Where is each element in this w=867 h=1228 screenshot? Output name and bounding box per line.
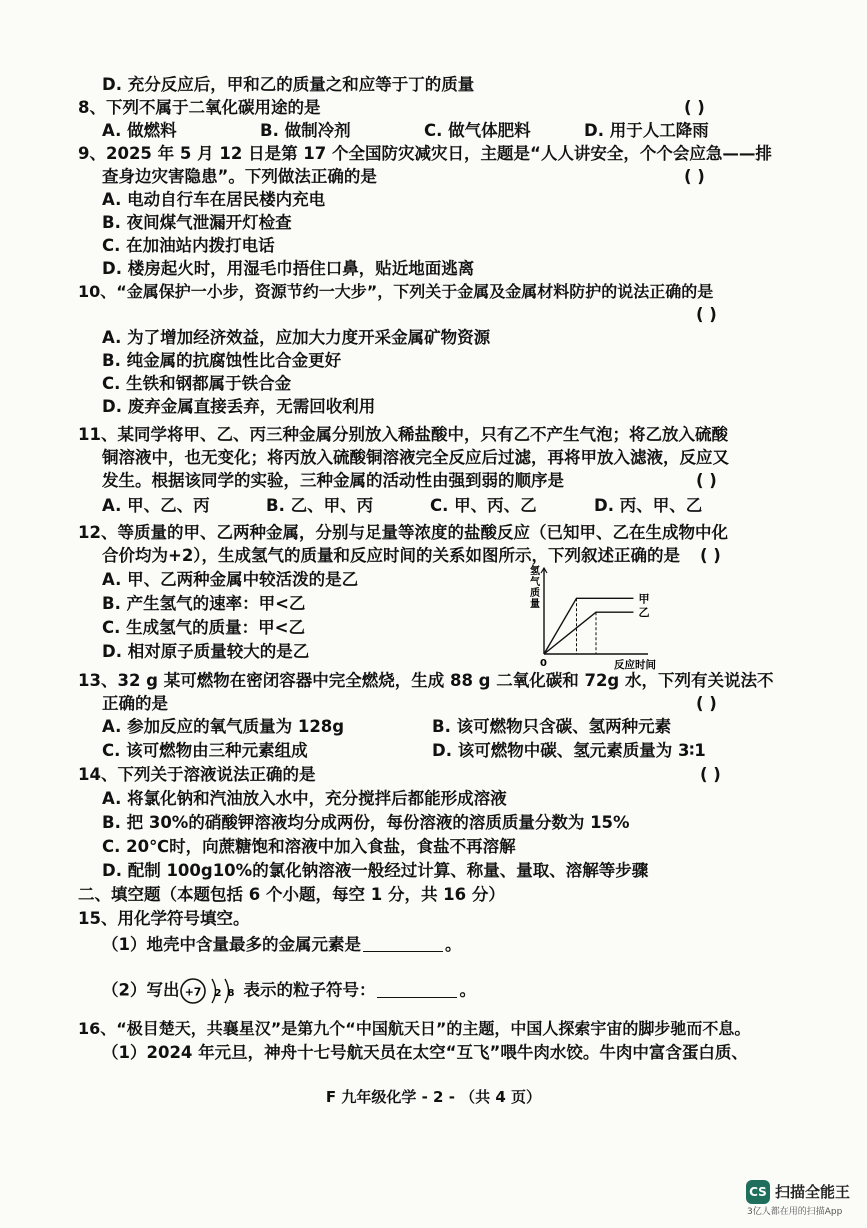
q14-option-d: D. 配制 100g10%的氯化钠溶液一般经过计算、称量、量取、溶解等步骤	[102, 861, 649, 880]
q12-answer-paren: ( )	[700, 546, 721, 565]
camscanner-logo: CS	[746, 1180, 770, 1204]
q9-answer-paren: ( )	[684, 167, 705, 186]
q15-part1-text: （1）地壳中含量最多的金属元素是	[102, 935, 361, 954]
camscanner-name: 扫描全能王	[775, 1183, 851, 1201]
q12-option-b: B. 产生氢气的速率：甲<乙	[102, 594, 306, 613]
q9-option-c: C. 在加油站内拨打电话	[102, 236, 275, 255]
q10-answer-paren: ( )	[696, 305, 717, 324]
q16-stem: 16、“极目楚天，共襄星汉”是第九个“中国航天日”的主题，中国人探索宇宙的脚步驰而不息。	[78, 1019, 751, 1038]
q11-option-c: C. 甲、丙、乙	[430, 496, 537, 515]
q13-option-c: C. 该可燃物由三种元素组成	[102, 741, 308, 760]
camscanner-tagline: 3亿人都在用的扫描App	[747, 1207, 843, 1217]
q13-answer-paren: ( )	[696, 694, 717, 713]
chart-series-label-0: 甲	[638, 592, 650, 606]
q8-answer-paren: ( )	[684, 98, 705, 117]
q15-part1	[102, 934, 461, 956]
page-footer: F 九年级化学 - 2 - （共 4 页）	[325, 1088, 542, 1106]
chart-series	[544, 598, 633, 654]
q15-part2-text-2: 表示的粒子符号：	[243, 980, 376, 1000]
q11-answer-paren: ( )	[696, 471, 717, 490]
q13-option-a: A. 参加反应的氧气质量为 128g	[102, 717, 345, 736]
q8-option-b: B. 做制冷剂	[260, 121, 351, 140]
q15-part2-text: （2）写出	[102, 980, 180, 1000]
q12-stem-line2: 合价均为+2），生成氢气的质量和反应时间的关系如图所示，下列叙述正确的是	[102, 546, 681, 565]
q12-option-c: C. 生成氢气的质量：甲<乙	[102, 618, 305, 637]
q9-option-d: D. 楼房起火时，用湿毛巾捂住口鼻，贴近地面逃离	[102, 259, 475, 278]
q14-option-a: A. 将氯化钠和汽油放入水中，充分搅拌后都能形成溶液	[102, 789, 507, 808]
q10-stem: 10、“金属保护一小步，资源节约一大步”，下列关于金属及金属材料防护的说法正确的是	[78, 282, 714, 301]
q15-stem: 15、用化学符号填空。	[78, 909, 250, 928]
q11-stem-line3: 发生。根据该同学的实验，三种金属的活动性由强到弱的顺序是	[102, 471, 564, 490]
q15-part1-blank[interactable]	[363, 935, 443, 952]
chart-series-line-0	[544, 598, 633, 654]
q13-stem-line1: 13、32 g 某可燃物在密闭容器中完全燃烧，生成 88 g 二氧化碳和 72g 水，下列有关说法不	[78, 671, 774, 690]
q10-option-d: D. 废弃金属直接丢弃，无需回收利用	[102, 397, 376, 416]
chart-y-label: 氢气质量	[530, 566, 540, 610]
q11-stem-line1: 11、某同学将甲、乙、丙三种金属分别放入稀盐酸中，只有乙不产生气泡；将乙放入硫酸	[78, 425, 728, 444]
q13-option-b: B. 该可燃物只含碳、氢两种元素	[432, 717, 672, 736]
q15-part2	[102, 976, 476, 1006]
q8-option-c: C. 做气体肥料	[424, 121, 531, 140]
q11-option-b: B. 乙、甲、丙	[266, 496, 374, 515]
chart-series-label-1: 乙	[638, 606, 650, 620]
q11-option-a: A. 甲、乙、丙	[102, 496, 210, 515]
q10-option-b: B. 纯金属的抗腐蚀性比合金更好	[102, 351, 342, 370]
q14-stem: 14、下列关于溶液说法正确的是	[78, 765, 316, 784]
q7-option-d: D. 充分反应后，甲和乙的质量之和应等于丁的质量	[102, 75, 475, 94]
atom-shell2-label: 8	[228, 988, 235, 999]
chart-labels	[530, 564, 656, 671]
q15-part2-blank[interactable]	[377, 981, 457, 998]
q13-option-d: D. 该可燃物中碳、氢元素质量为 3∶1	[432, 741, 706, 760]
chart-axes	[541, 568, 648, 654]
q11-option-d: D. 丙、甲、乙	[594, 496, 703, 515]
atom-shell1-label: 2	[215, 988, 222, 999]
q16-part1: （1）2024 年元旦，神舟十七号航天员在太空“互飞”喂牛肉水饺。牛肉中富含蛋白质、	[102, 1043, 748, 1062]
q9-option-b: B. 夜间煤气泄漏开灯检查	[102, 213, 292, 232]
section-2-heading: 二、填空题（本题包括 6 个小题，每空 1 分，共 16 分）	[78, 885, 505, 904]
q14-option-c: C. 20℃时，向蔗糖饱和溶液中加入食盐，食盐不再溶解	[102, 837, 516, 856]
q10-option-a: A. 为了增加经济效益，应加大力度开采金属矿物资源	[102, 328, 491, 347]
q9-option-a: A. 电动自行车在居民楼内充电	[102, 190, 326, 209]
q12-option-a: A. 甲、乙两种金属中较活泼的是乙	[102, 570, 359, 589]
hydrogen-mass-chart	[510, 560, 690, 672]
q11-stem-line2: 铜溶液中，也无变化；将丙放入硫酸铜溶液完全反应后过滤，再将甲放入滤液，反应又	[102, 448, 729, 467]
chart-origin-label: 0	[540, 658, 547, 669]
q14-option-b: B. 把 30%的硝酸钾溶液均分成两份，每份溶液的溶质质量分数为 15%	[102, 813, 630, 832]
q15-part1-end: 。	[444, 935, 462, 954]
atom-nucleus-label: +7	[185, 985, 202, 999]
q8-option-a: A. 做燃料	[102, 121, 177, 140]
chart-x-label: 反应时间	[614, 659, 656, 671]
q12-stem-line1: 12、等质量的甲、乙两种金属，分别与足量等浓度的盐酸反应（已知甲、乙在生成物中化	[78, 523, 728, 542]
q8-stem: 8、下列不属于二氧化碳用途的是	[78, 98, 321, 117]
q9-stem-line1: 9、2025 年 5 月 12 日是第 17 个全国防灾减灾日，主题是“人人讲安全，个个会应急——排	[78, 144, 772, 163]
q8-option-d: D. 用于人工降雨	[584, 121, 709, 140]
q12-option-d: D. 相对原子质量较大的是乙	[102, 642, 310, 661]
q15-part2-end: 。	[459, 980, 476, 1000]
q13-stem-line2: 正确的是	[102, 694, 168, 713]
q14-answer-paren: ( )	[700, 765, 721, 784]
q10-option-c: C. 生铁和钢都属于铁合金	[102, 374, 292, 393]
chart-series-line-1	[544, 612, 633, 654]
q9-stem-line2: 查身边灾害隐患”。下列做法正确的是	[102, 167, 377, 186]
atom-structure-diagram	[179, 976, 243, 1006]
